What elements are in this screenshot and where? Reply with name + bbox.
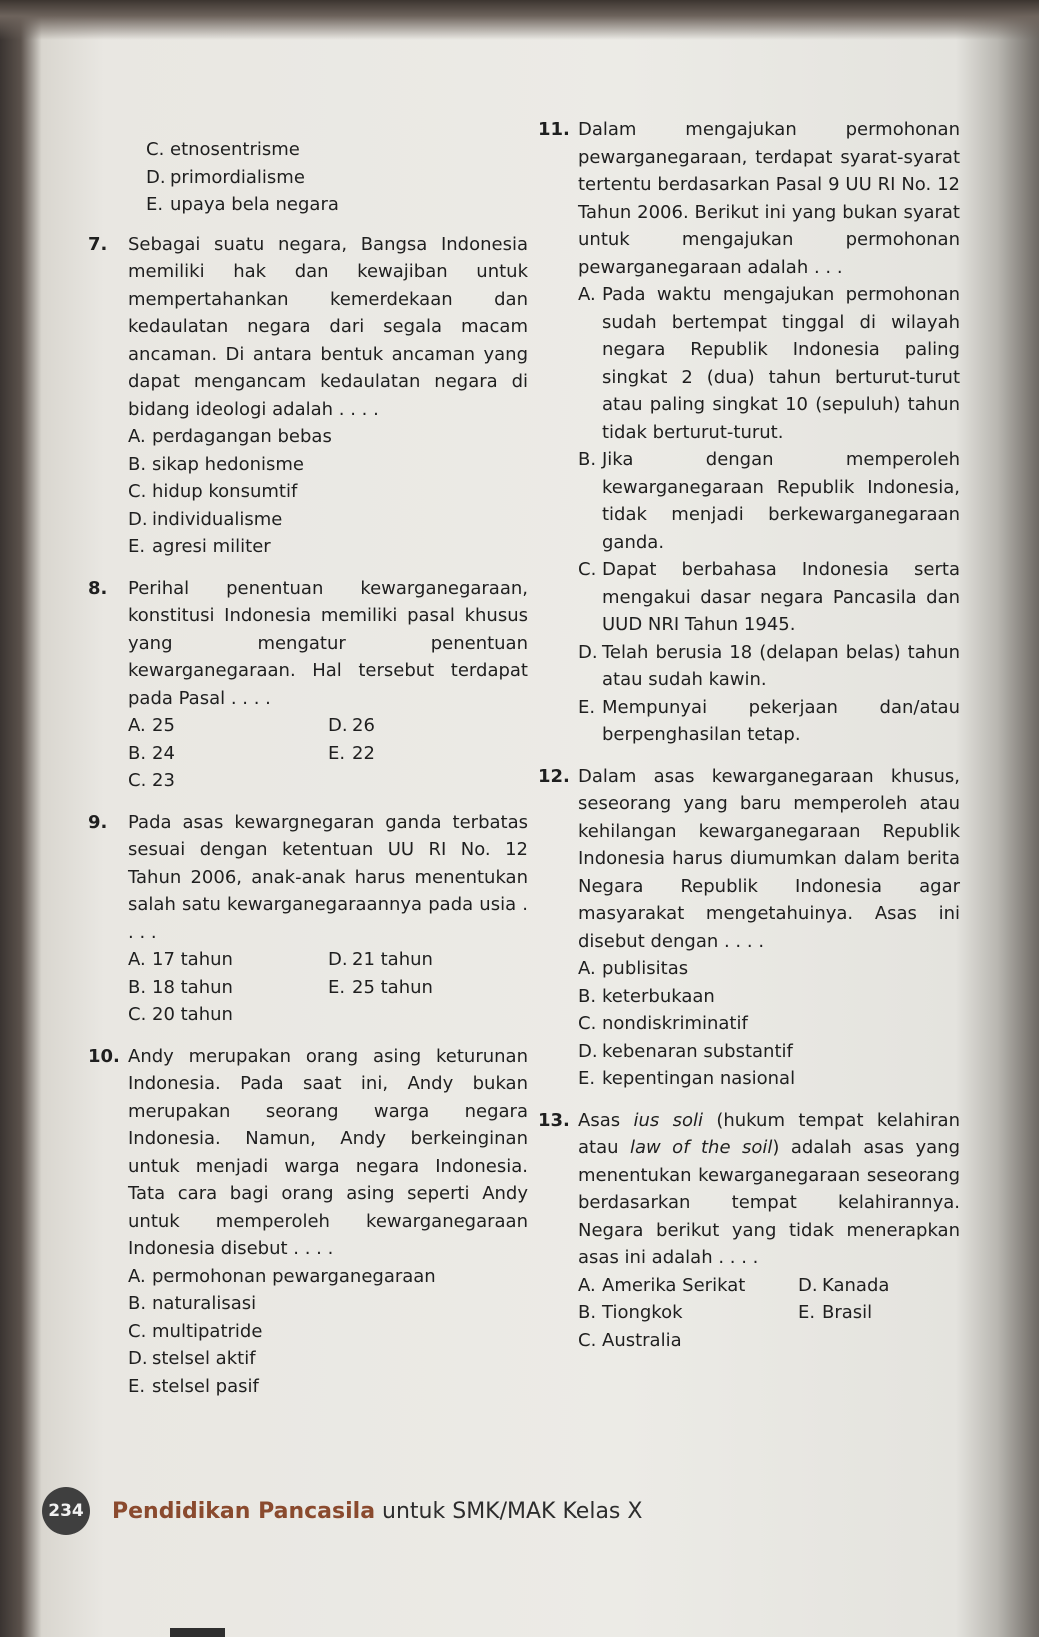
left-column [88,136,528,1400]
option-a: A. perdagangan bebas [128,426,332,447]
option-c: C. 20 tahun [128,1004,233,1025]
option-c: C. multipatride [128,1320,263,1342]
option-b: B. keterbukaan [578,985,715,1007]
option-a: A. 17 tahun [128,949,233,970]
question-number: 12. [538,765,570,787]
option-e: E. agresi militer [128,536,271,557]
question-12-options [578,955,960,1093]
option-b: B. Tiongkok [578,1302,683,1323]
question-text: Asas ius soli (hukum tempat kelahiran atau law of the soil) adalah asas yang menentukan kewarganegaraan seseorang berdasarkan tempat kelahirannya. Negara berikut yang tidak menerapkan asas ini adalah . . . . [578,1109,961,1268]
option-a: A. publisitas [578,958,689,979]
question-11 [538,116,960,749]
q6-option-d: D. primordialisme [146,166,305,188]
question-number: 9. [88,811,108,833]
right-column [538,116,960,1354]
page-number-badge: 234 [42,1487,90,1535]
option-b: B. 24 [128,742,175,764]
option-e: E. Mempunyai pekerjaan dan/atau berpenghasilan tetap. [578,696,960,745]
question-number: 10. [88,1045,120,1067]
option-d: D. 26 [328,715,375,736]
question-8 [88,575,528,795]
option-a: A. Amerika Serikat [578,1274,746,1296]
option-a: A. 25 [128,715,175,736]
page-footer [42,1487,642,1535]
question-text: Andy merupakan orang asing keturunan Indonesia. Pada saat ini, Andy bukan merupakan seorang warga negara Indonesia. Namun, Andy berkeinginan untuk menjadi warga negara Indonesia. Tata cara bagi orang asing seperti Andy untuk memperoleh kewarganegaraan Indonesia disebut . . . . [128,1045,528,1259]
book-title: Pendidikan Pancasila untuk SMK/MAK Kelas X [112,1498,643,1524]
question-text: Dalam mengajukan permohonan pewarganegaraan, terdapat syarat-syarat tertentu berdasarkan Pasal 9 UU RI No. 12 Tahun 2006. Berikut ini yang bukan syarat untuk mengajukan permohonan pewarganegaraan adalah . . . [578,119,960,278]
option-b: B. sikap hedonisme [128,453,304,475]
question-text: Sebagai suatu negara, Bangsa Indonesia memiliki hak dan kewajiban untuk mempertahankan kemerdekaan dan kedaulatan negara dari segala macam ancaman. Di antara bentuk ancaman yang dapat mengancam kedaulatan negara di bidang ideologi adalah . . . . [128,233,528,420]
option-e: E. stelsel pasif [128,1375,259,1397]
question-9-options [128,946,528,1029]
option-a: A. permohonan pewarganegaraan [128,1265,436,1287]
option-e: E. kepentingan nasional [578,1068,796,1089]
option-a: A. Pada waktu mengajukan permohonan sudah bertempat tinggal di wilayah negara Republik Indonesia paling singkat 2 (dua) tahun berturut-turut atau paling singkat 10 (sepuluh) tahun tidak berturut-turut. [578,284,960,443]
question-13-options [578,1272,960,1355]
option-c: C. hidup konsumtif [128,481,298,502]
option-c: C. Dapat berbahasa Indonesia serta mengakui dasar negara Pancasila dan UUD NRI Tahun 1945. [578,559,960,635]
question-10 [88,1043,528,1401]
option-b: B. Jika dengan memperoleh kewarganegaraan Republik Indonesia, tidak menjadi berkewarganegaraan ganda. [578,449,960,553]
option-d: D. Telah berusia 18 (delapan belas) tahun atau sudah kawin. [578,641,960,690]
option-e: E. 22 [328,742,375,764]
question-number: 8. [88,577,108,599]
bottom-edge-mark [170,1628,225,1637]
option-c: C. 23 [128,770,175,791]
question-number: 7. [88,233,108,255]
q6-option-e: E. upaya bela negara [146,194,339,215]
question-12 [538,763,960,1093]
option-e: E. 25 tahun [328,976,433,998]
question-9 [88,809,528,1029]
question-8-options [128,712,528,795]
option-b: B. 18 tahun [128,976,233,998]
option-c: C. nondiskriminatif [578,1013,748,1034]
question-11-options [578,281,960,749]
question-10-options [128,1263,528,1401]
option-c: C. Australia [578,1329,682,1351]
question-7-options [128,423,528,561]
question-7 [88,231,528,561]
option-e: E. Brasil [798,1302,873,1323]
option-b: B. naturalisasi [128,1293,257,1314]
option-d: D. 21 tahun [328,949,433,970]
option-d: D. stelsel aktif [128,1348,256,1369]
question-13 [538,1107,960,1355]
question-number: 13. [538,1109,570,1131]
q6-options-tail [146,136,528,219]
question-text: Perihal penentuan kewarganegaraan, konstitusi Indonesia memiliki pasal khusus yang mengatur penentuan kewarganegaraan. Hal tersebut terdapat pada Pasal . . . . [128,577,528,709]
q6-option-c: C. etnosentrisme [146,139,300,160]
option-d: D. kebenaran substantif [578,1040,793,1062]
option-d: D. individualisme [128,508,283,530]
question-text: Dalam asas kewarganegaraan khusus, seseorang yang baru memperoleh atau kehilangan kewarganegaraan Republik Indonesia harus diumumkan dalam berita Negara Republik Indonesia agar masyarakat mengetahuinya. Asas ini disebut dengan . . . . [578,765,960,952]
question-number: 11. [538,119,570,140]
question-text: Pada asas kewargnegaran ganda terbatas sesuai dengan ketentuan UU RI No. 12 Tahun 2006, anak-anak harus menentukan salah satu kewarganegaraannya pada usia . . . . [128,811,528,943]
option-d: D. Kanada [798,1274,890,1296]
